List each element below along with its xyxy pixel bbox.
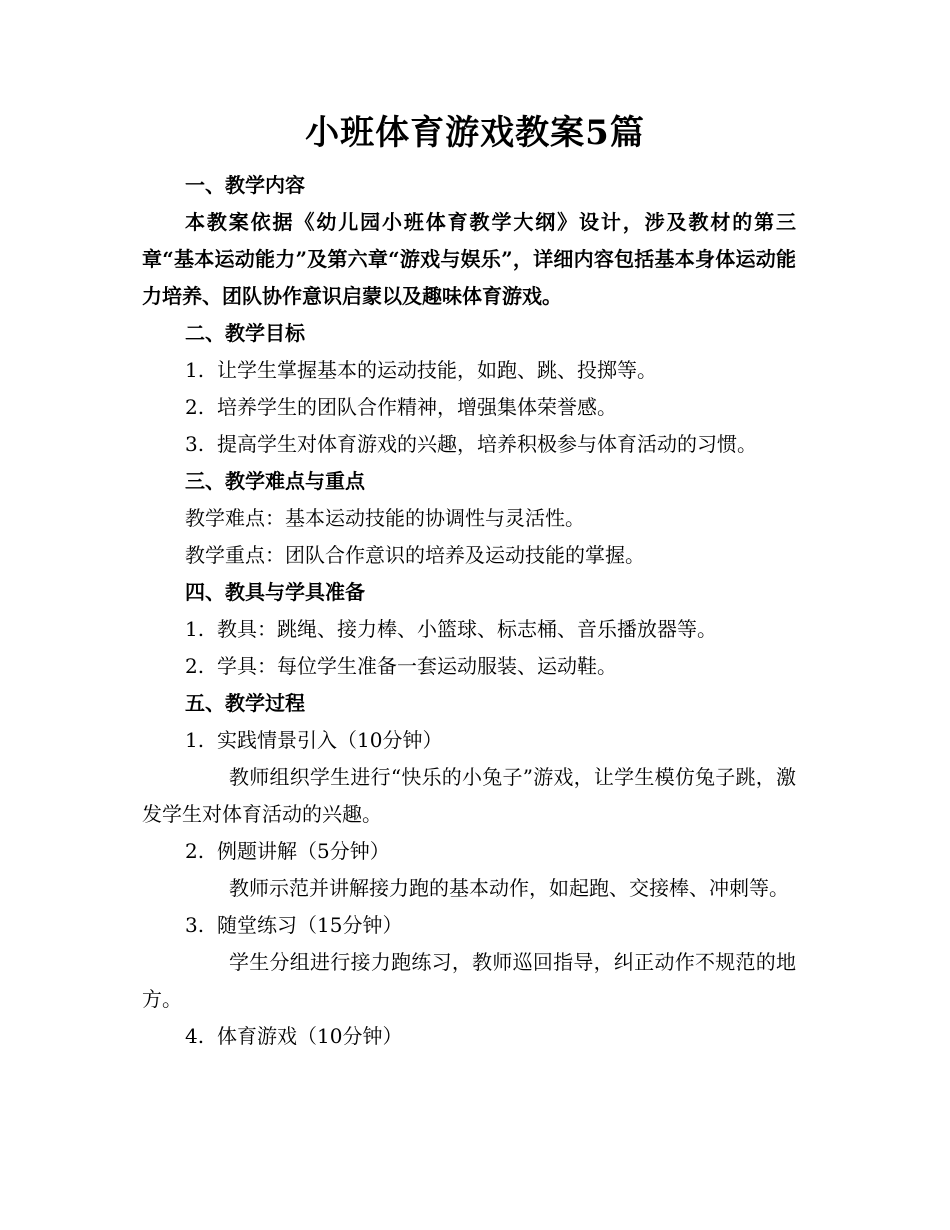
item-number: 2. bbox=[185, 395, 205, 419]
step-title: 实践情景引入（10分钟） bbox=[217, 728, 443, 752]
step-number: 4. bbox=[185, 1024, 205, 1048]
process-step-title bbox=[142, 907, 796, 944]
item-text: 培养学生的团队合作精神，增强集体荣誉感。 bbox=[217, 395, 617, 419]
objective-item bbox=[142, 426, 796, 463]
objective-item bbox=[142, 389, 796, 426]
item-number: 3. bbox=[185, 432, 205, 456]
document-body bbox=[142, 167, 796, 1055]
process-step-title bbox=[142, 833, 796, 870]
objective-item bbox=[142, 352, 796, 389]
step-title: 例题讲解（5分钟） bbox=[217, 839, 390, 863]
item-number: 1. bbox=[185, 617, 205, 641]
item-text: 提高学生对体育游戏的兴趣，培养积极参与体育活动的习惯。 bbox=[217, 432, 757, 456]
teaching-difficulty: 教学难点：基本运动技能的协调性与灵活性。 bbox=[185, 506, 585, 530]
materials-item bbox=[142, 648, 796, 685]
process-step-title bbox=[142, 722, 796, 759]
materials-item bbox=[142, 611, 796, 648]
item-text: 让学生掌握基本的运动技能，如跑、跳、投掷等。 bbox=[217, 358, 657, 382]
section-2-heading: 二、教学目标 bbox=[185, 321, 305, 345]
step-number: 1. bbox=[185, 728, 205, 752]
process-step-body: 教师示范并讲解接力跑的基本动作，如起跑、交接棒、冲刺等。 bbox=[229, 876, 789, 900]
process-step-body: 教师组织学生进行“快乐的小兔子”游戏，让学生模仿兔子跳，激发学生对体育活动的兴趣。 bbox=[142, 765, 796, 826]
section-1-body: 本教案依据《幼儿园小班体育教学大纲》设计，涉及教材的第三章“基本运动能力”及第六章“游戏与娱乐”，详细内容包括基本身体运动能力培养、团队协作意识启蒙以及趣味体育游戏。 bbox=[142, 210, 796, 308]
step-title: 体育游戏（10分钟） bbox=[217, 1024, 403, 1048]
section-5-heading: 五、教学过程 bbox=[185, 691, 305, 715]
step-number: 2. bbox=[185, 839, 205, 863]
step-number: 3. bbox=[185, 913, 205, 937]
section-3-heading: 三、教学难点与重点 bbox=[185, 469, 365, 493]
item-number: 1. bbox=[185, 358, 205, 382]
item-number: 2. bbox=[185, 654, 205, 678]
section-4-heading: 四、教具与学具准备 bbox=[185, 580, 365, 604]
process-step-body: 学生分组进行接力跑练习，教师巡回指导，纠正动作不规范的地方。 bbox=[142, 950, 796, 1011]
step-title: 随堂练习（15分钟） bbox=[217, 913, 403, 937]
page-title: 小班体育游戏教案5篇 bbox=[305, 113, 645, 153]
item-text: 教具：跳绳、接力棒、小篮球、标志桶、音乐播放器等。 bbox=[217, 617, 717, 641]
section-1-heading: 一、教学内容 bbox=[185, 173, 305, 197]
teaching-key-point: 教学重点：团队合作意识的培养及运动技能的掌握。 bbox=[185, 543, 645, 567]
process-step-title bbox=[142, 1018, 796, 1055]
item-text: 学具：每位学生准备一套运动服装、运动鞋。 bbox=[217, 654, 617, 678]
